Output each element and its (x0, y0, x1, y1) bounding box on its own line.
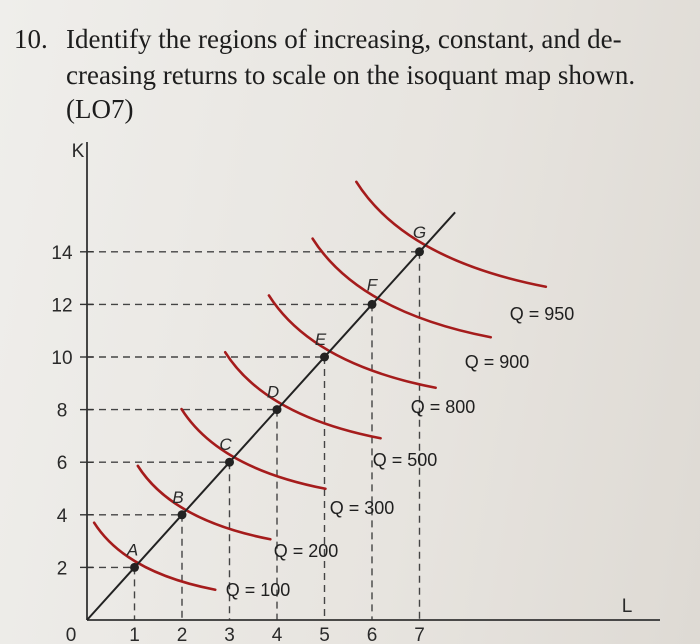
expansion-ray (87, 212, 455, 620)
point-label-D: D (266, 382, 280, 402)
point-C (225, 458, 234, 467)
isoquant-curves (94, 182, 546, 590)
point-A (130, 563, 139, 572)
isoquant-label: Q = 300 (329, 498, 395, 518)
x-tick-label: 3 (224, 625, 235, 644)
y-tick-label: 14 (51, 242, 73, 264)
x-tick-label: 6 (366, 625, 378, 644)
isoquant-curve (138, 466, 271, 539)
y-tick-label: 2 (56, 558, 68, 580)
x-tick-label: 4 (271, 625, 283, 644)
point-label-G: G (412, 222, 427, 242)
isoquant-curve (269, 295, 436, 387)
isoquant-curve (356, 182, 546, 287)
y-tick-label: 12 (51, 295, 73, 317)
isoquant-label: Q = 100 (225, 580, 291, 600)
x-tick-label: 1 (129, 625, 140, 644)
point-label-C: C (219, 435, 232, 455)
x-tick-label: 0 (65, 625, 77, 644)
question-text-line-1: Identify the regions of increasing, constant, and de- (66, 24, 622, 54)
y-tick-label: 8 (56, 400, 68, 422)
isoquant-label: Q = 950 (509, 304, 575, 324)
point-F (368, 300, 377, 309)
point-G (415, 247, 424, 256)
question-text-line-3: (LO7) (66, 94, 134, 124)
point-label-E: E (314, 330, 327, 349)
isoquant-label: Q = 200 (273, 541, 339, 561)
isoquant-label: Q = 500 (372, 450, 438, 470)
x-axis-label: L (621, 596, 633, 617)
question-number: 10. (14, 24, 48, 54)
x-tick-label: 2 (176, 625, 188, 644)
axes (80, 142, 660, 620)
x-tick-label: 7 (414, 625, 425, 644)
y-tick-label: 6 (56, 453, 68, 475)
isoquant-curve (313, 239, 491, 338)
question-text-line-2: creasing returns to scale on the isoquant map shown. (66, 60, 636, 90)
point-D (273, 405, 282, 414)
isoquant-label: Q = 800 (410, 397, 476, 417)
isoquant-curve (94, 523, 215, 590)
point-E (320, 353, 329, 362)
x-tick-label: 5 (319, 625, 330, 644)
point-label-A: A (126, 540, 139, 560)
y-tick-label: 4 (56, 505, 68, 527)
ray-line (87, 212, 455, 620)
isoquant-label: Q = 900 (464, 352, 530, 372)
y-tick-label: 10 (51, 348, 73, 369)
point-B (178, 510, 187, 519)
point-label-B: B (172, 487, 184, 507)
point-label-F: F (366, 275, 378, 295)
isoquant-curve (182, 409, 326, 489)
y-axis-label: K (71, 141, 85, 162)
